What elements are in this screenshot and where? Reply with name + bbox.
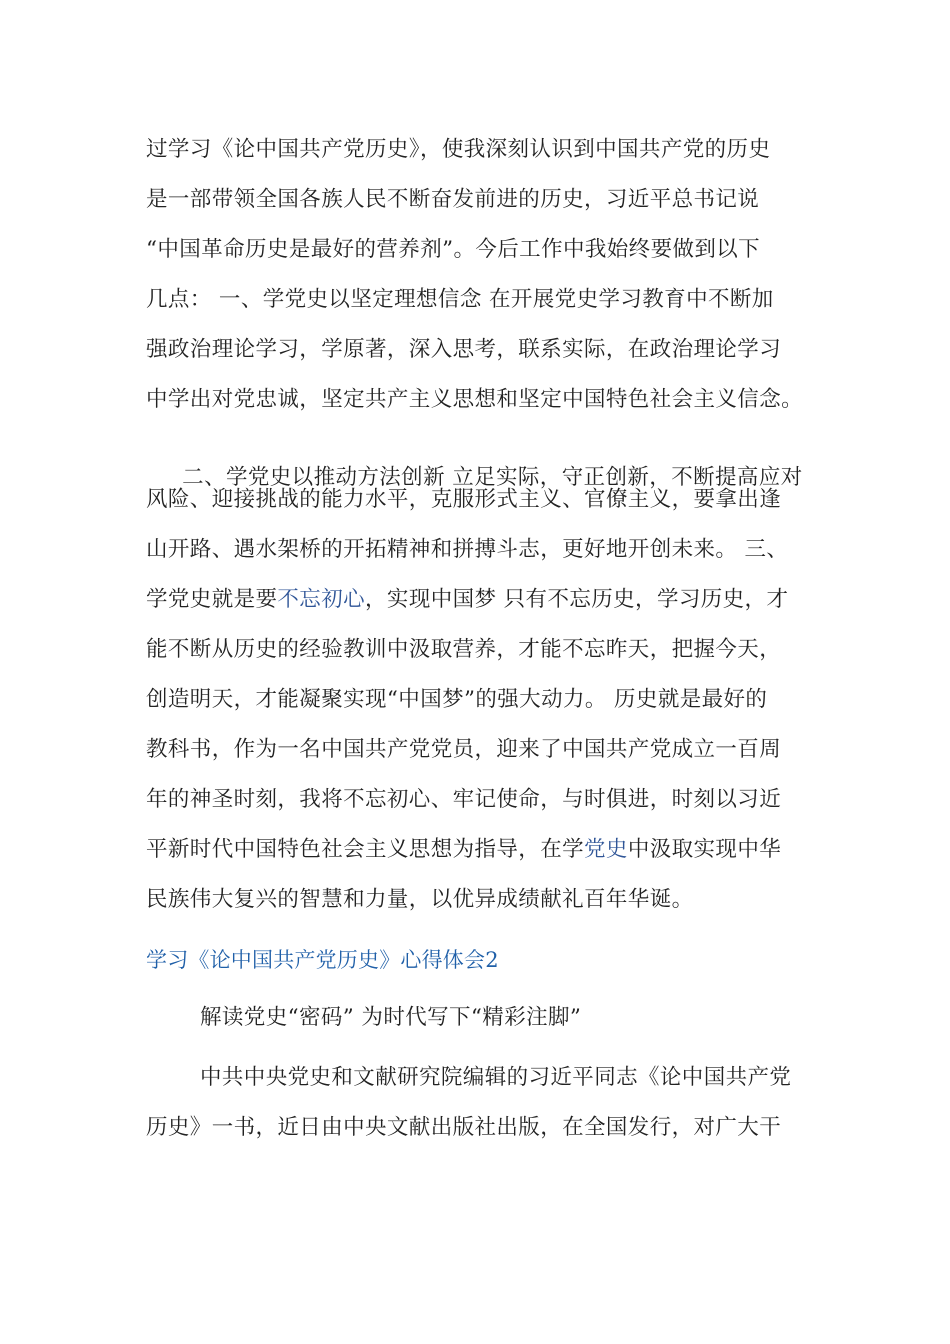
body-line bbox=[146, 536, 788, 564]
body-line bbox=[146, 886, 694, 914]
text-run: 年的神圣时刻，我将不忘初心、牢记使命，与时俱进，时刻以习近 bbox=[146, 787, 782, 812]
body-line bbox=[146, 686, 767, 714]
text-run: 山开路、遇水架桥的开拓精神和拼搏斗志，更好地开创未来。 三、 bbox=[146, 537, 789, 562]
keyword-link[interactable]: 党史 bbox=[584, 837, 628, 862]
section-heading: 学习《论中国共产党历史》心得体会2 bbox=[146, 948, 499, 972]
text-run: 教科书，作为一名中国共产党党员，迎来了中国共产党成立一百周 bbox=[146, 737, 782, 762]
body-line bbox=[146, 186, 759, 214]
text-run: 民族伟大复兴的智慧和力量，以优异成绩献礼百年华诞。 bbox=[146, 887, 694, 912]
body-line bbox=[146, 136, 770, 164]
body-line bbox=[146, 836, 781, 864]
text-run: 能不断从历史的经验教训中汲取营养，才能不忘昨天，把握今天， bbox=[146, 637, 782, 662]
body-line bbox=[146, 486, 781, 514]
text-run: ，实现中国梦 只有不忘历史，学习历史，才 bbox=[365, 587, 789, 612]
body-line bbox=[146, 736, 781, 764]
body-line bbox=[146, 786, 781, 814]
body-line bbox=[146, 386, 803, 414]
body-line bbox=[146, 336, 781, 364]
text-run: 中学出对党忠诚，坚定共产主义思想和坚定中国特色社会主义信念。 bbox=[146, 387, 804, 412]
text-run: 是一部带领全国各族人民不断奋发前进的历史，习近平总书记说 bbox=[146, 187, 760, 212]
body-line bbox=[146, 236, 760, 264]
body-line bbox=[146, 636, 781, 664]
text-run: “中国革命历史是最好的营养剂”。今后工作中我始终要做到以下 bbox=[146, 237, 761, 262]
keyword-link[interactable]: 不忘初心 bbox=[277, 587, 366, 612]
text-run: 创造明天，才能凝聚实现“中国梦”的强大动力。 历史就是最好的 bbox=[146, 687, 768, 712]
body-line bbox=[146, 586, 788, 614]
section-subtitle: 解读党史“密码” 为时代写下“精彩注脚” bbox=[200, 1005, 582, 1030]
text-run: 学党史就是要 bbox=[146, 587, 278, 612]
text-run: 风险、迎接挑战的能力水平，克服形式主义、官僚主义，要拿出逢 bbox=[146, 487, 782, 512]
text-run: 几点： 一、学党史以坚定理想信念 在开展党史学习教育中不断加 bbox=[146, 287, 774, 312]
body-line: 历史》一书，近日由中央文献出版社出版，在全国发行，对广大干 bbox=[146, 1115, 782, 1140]
body-line bbox=[146, 286, 774, 314]
text-run: 过学习《论中国共产党历史》，使我深刻认识到中国共产党的历史 bbox=[146, 137, 771, 162]
body-line: 中共中央党史和文献研究院编辑的习近平同志《论中国共产党 bbox=[200, 1065, 792, 1090]
text-run: 二、学党史以推动方法创新 立足实际，守正创新，不断提高应对 bbox=[174, 465, 803, 490]
text-run: 平新时代中国特色社会主义思想为指导，在学 bbox=[146, 837, 585, 862]
text-run: 强政治理论学习，学原著，深入思考，联系实际，在政治理论学习 bbox=[146, 337, 782, 362]
text-run: 中汲取实现中华 bbox=[627, 837, 782, 862]
